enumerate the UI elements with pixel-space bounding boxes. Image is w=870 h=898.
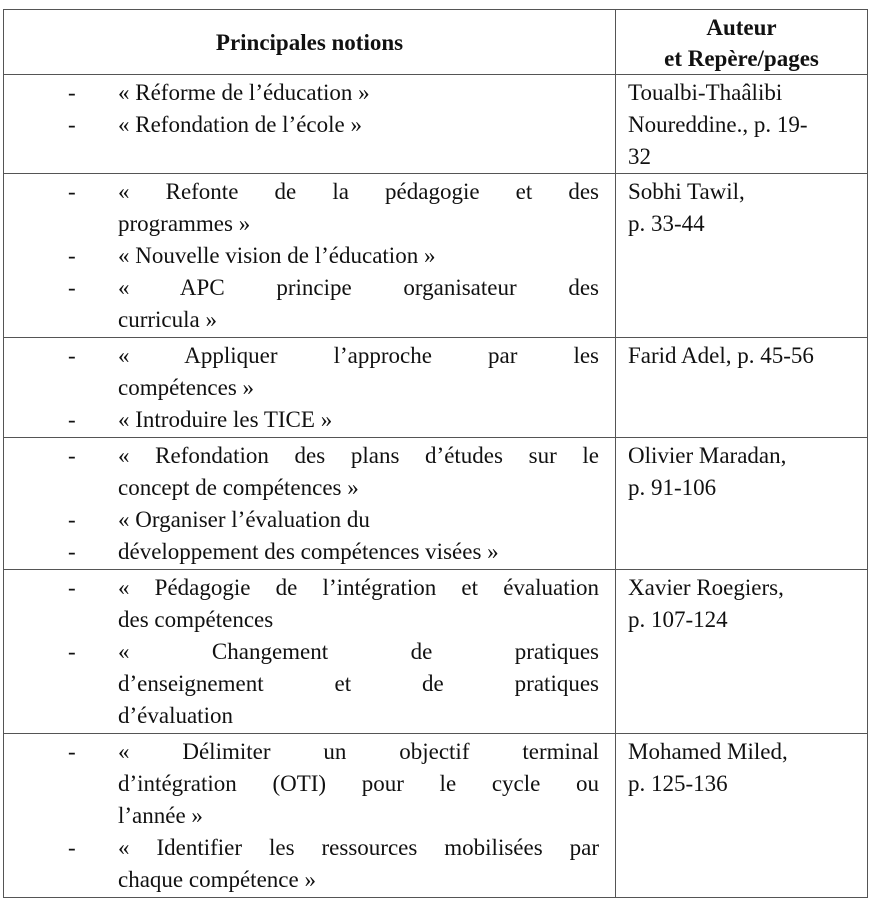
notion-text-line: « Délimiter un objectif terminal xyxy=(118,739,599,764)
notion-item xyxy=(64,176,599,240)
header-principales-notions: Principales notions xyxy=(4,10,616,75)
author-text-line: Xavier Roegiers, xyxy=(628,575,784,600)
table-row xyxy=(4,174,868,338)
table-row xyxy=(4,734,868,898)
notion-text-line: « Refondation des plans d’études sur le xyxy=(118,443,599,468)
author-text-line: Noureddine., p. 19- xyxy=(628,112,808,137)
dash-bullet: - xyxy=(68,275,76,300)
notion-text-line: des compétences xyxy=(118,607,274,632)
notions-cell xyxy=(4,174,616,338)
notion-text-line: « Refonte de la pédagogie et des xyxy=(118,179,599,204)
notion-item xyxy=(64,240,599,272)
table-row xyxy=(4,438,868,570)
header-auteur-line: Auteur xyxy=(706,15,777,40)
notion-text-line: développement des compétences visées » xyxy=(118,539,499,564)
dash-bullet: - xyxy=(68,80,76,105)
notion-item xyxy=(64,536,599,568)
notion-text-line: curricula » xyxy=(118,307,217,332)
notion-text-line: « Identifier les ressources mobilisées par xyxy=(118,835,599,860)
dash-bullet: - xyxy=(68,243,76,268)
notion-item xyxy=(64,832,599,896)
author-text-line: Toualbi-Thaâlibi xyxy=(628,80,783,105)
author-cell xyxy=(616,570,868,734)
author-cell xyxy=(616,174,868,338)
author-cell xyxy=(616,734,868,898)
author-cell xyxy=(616,75,868,174)
notions-cell xyxy=(4,734,616,898)
notion-text-line: d’enseignement et de pratiques xyxy=(118,671,599,696)
notion-text-line: « Introduire les TICE » xyxy=(118,407,333,432)
notions-cell xyxy=(4,438,616,570)
notion-text-line: « Appliquer l’approche par les xyxy=(118,343,599,368)
author-text-line: p. 125-136 xyxy=(628,771,728,796)
notion-item xyxy=(64,272,599,336)
notion-text-line: compétences » xyxy=(118,375,255,400)
dash-bullet: - xyxy=(68,639,76,664)
table-row xyxy=(4,338,868,438)
notion-text-line: d’intégration (OTI) pour le cycle ou xyxy=(118,771,599,796)
dash-bullet: - xyxy=(68,507,76,532)
table-row xyxy=(4,570,868,734)
author-text-line: p. 91-106 xyxy=(628,475,717,500)
dash-bullet: - xyxy=(68,575,76,600)
dash-bullet: - xyxy=(68,112,76,137)
dash-bullet: - xyxy=(68,407,76,432)
notions-cell xyxy=(4,75,616,174)
notion-item xyxy=(64,736,599,832)
notion-item xyxy=(64,636,599,732)
author-text-line: p. 107-124 xyxy=(628,607,728,632)
notion-item xyxy=(64,77,599,109)
notion-text-line: « Refondation de l’école » xyxy=(118,112,362,137)
notion-text-line: « Nouvelle vision de l’éducation » xyxy=(118,243,436,268)
notion-text-line: d’évaluation xyxy=(118,703,233,728)
author-text-line: 32 xyxy=(628,144,651,169)
notions-cell xyxy=(4,570,616,734)
author-text-line: Sobhi Tawil, xyxy=(628,179,745,204)
author-cell xyxy=(616,338,868,438)
author-text-line: p. 33-44 xyxy=(628,211,705,236)
dash-bullet: - xyxy=(68,179,76,204)
notion-item xyxy=(64,109,599,141)
notion-item xyxy=(64,404,599,436)
notion-text-line: « Changement de pratiques xyxy=(118,639,599,664)
dash-bullet: - xyxy=(68,539,76,564)
notions-cell xyxy=(4,338,616,438)
author-text-line: Olivier Maradan, xyxy=(628,443,787,468)
notions-table xyxy=(3,9,868,898)
notion-text-line: « Réforme de l’éducation » xyxy=(118,80,370,105)
notion-text-line: chaque compétence » xyxy=(118,867,316,892)
notion-text-line: programmes » xyxy=(118,211,251,236)
author-cell xyxy=(616,438,868,570)
header-auteur xyxy=(616,10,868,75)
notion-item xyxy=(64,572,599,636)
notion-text-line: « Organiser l’évaluation du xyxy=(118,507,370,532)
header-auteur-line: et Repère/pages xyxy=(664,46,819,71)
dash-bullet: - xyxy=(68,343,76,368)
dash-bullet: - xyxy=(68,739,76,764)
author-text-line: Farid Adel, p. 45-56 xyxy=(628,343,814,368)
header-row xyxy=(4,10,868,75)
notion-text-line: « APC principe organisateur des xyxy=(118,275,599,300)
notion-text-line: concept de compétences » xyxy=(118,475,359,500)
author-text-line: Mohamed Miled, xyxy=(628,739,788,764)
dash-bullet: - xyxy=(68,835,76,860)
notion-text-line: l’année » xyxy=(118,803,203,828)
table-row xyxy=(4,75,868,174)
notion-item xyxy=(64,340,599,404)
notion-item xyxy=(64,504,599,536)
notion-text-line: « Pédagogie de l’intégration et évaluation xyxy=(118,575,599,600)
dash-bullet: - xyxy=(68,443,76,468)
notion-item xyxy=(64,440,599,504)
